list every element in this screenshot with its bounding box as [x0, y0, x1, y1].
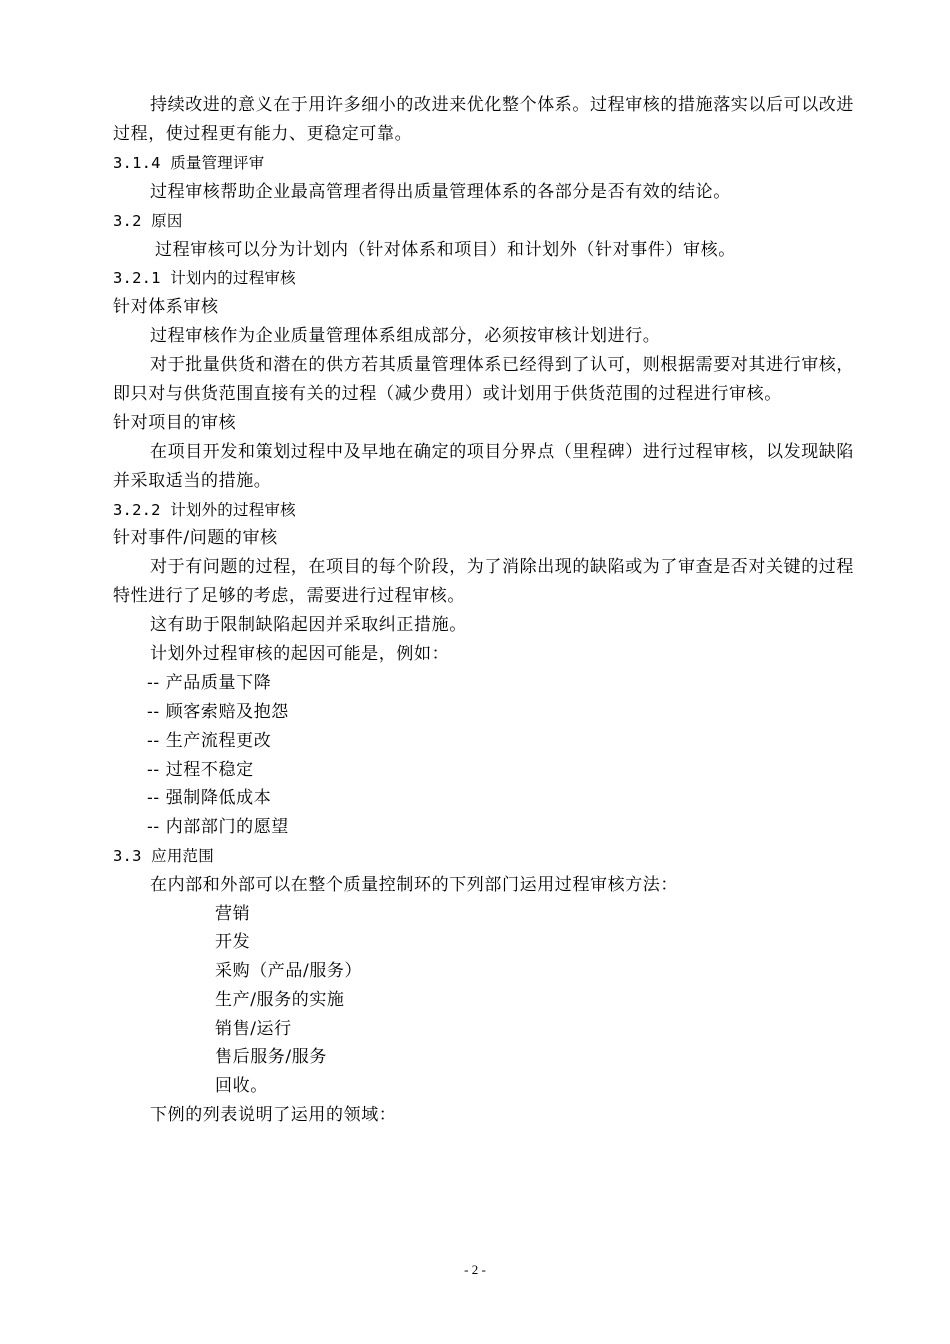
list-item-cause: -- 产品质量下降 — [147, 673, 272, 693]
paragraph-application-scope: 在内部和外部可以在整个质量控制环的下列部门运用过程审核方法： — [150, 875, 678, 895]
list-item-cause: -- 强制降低成本 — [147, 788, 272, 808]
paragraph-audit-types: 过程审核可以分为计划内（针对体系和项目）和计划外（针对事件）审核。 — [155, 240, 736, 260]
list-item-department: 售后服务/服务 — [215, 1047, 327, 1067]
paragraph-system-audit: 过程审核作为企业质量管理体系组成部分，必须按审核计划进行。 — [150, 326, 661, 346]
paragraph-unplanned-causes-intro: 计划外过程审核的起因可能是，例如： — [150, 644, 450, 664]
list-item-department: 回收。 — [215, 1076, 268, 1096]
heading-3-2-2: 3.2.2 计划外的过程审核 — [113, 501, 296, 519]
paragraph-supplier-audit-line1: 对于批量供货和潜在的供方若其质量管理体系已经得到了认可，则根据需要对其进行审核， — [150, 355, 854, 375]
page-number: - 2 - — [464, 1262, 486, 1277]
list-item-department: 开发 — [215, 932, 251, 952]
paragraph-limit-defects: 这有助于限制缺陷起因并采取纠正措施。 — [150, 615, 467, 635]
heading-3-3: 3.3 应用范围 — [113, 847, 214, 865]
heading-3-1-4: 3.1.4 质量管理评审 — [113, 154, 265, 172]
list-item-cause: -- 生产流程更改 — [147, 731, 272, 751]
paragraph-continuous-improvement-line2: 过程，使过程更有能力、更稳定可靠。 — [113, 124, 413, 144]
list-item-department: 营销 — [215, 904, 251, 924]
list-item-department: 生产/服务的实施 — [215, 990, 345, 1010]
paragraph-project-audit-line2: 并采取适当的措施。 — [113, 471, 272, 491]
paragraph-management-review: 过程审核帮助企业最高管理者得出质量管理体系的各部分是否有效的结论。 — [150, 182, 731, 202]
list-item-cause: -- 顾客索赔及抱怨 — [147, 702, 289, 722]
list-item-cause: -- 过程不稳定 — [147, 760, 254, 780]
subheading-project-audit: 针对项目的审核 — [113, 413, 237, 433]
paragraph-supplier-audit-line2: 即只对与供货范围直接有关的过程（减少费用）或计划用于供货范围的过程进行审核。 — [113, 384, 782, 404]
paragraph-event-audit-line1: 对于有问题的过程，在项目的每个阶段，为了消除出现的缺陷或为了审查是否对关键的过程 — [150, 557, 854, 577]
subheading-system-audit: 针对体系审核 — [113, 297, 219, 317]
subheading-event-audit: 针对事件/问题的审核 — [113, 528, 278, 548]
list-item-department: 采购（产品/服务） — [215, 961, 363, 981]
paragraph-event-audit-line2: 特性进行了足够的考虑，需要进行过程审核。 — [113, 586, 465, 606]
paragraph-continuous-improvement-line1: 持续改进的意义在于用许多细小的改进来优化整个体系。过程审核的措施落实以后可以改进 — [150, 95, 854, 115]
paragraph-project-audit-line1: 在项目开发和策划过程中及早地在确定的项目分界点（里程碑）进行过程审核，以发现缺陷 — [150, 442, 854, 462]
heading-3-2-1: 3.2.1 计划内的过程审核 — [113, 269, 296, 287]
paragraph-table-intro: 下例的列表说明了运用的领域： — [150, 1105, 397, 1125]
list-item-cause: -- 内部部门的愿望 — [147, 817, 289, 837]
list-item-department: 销售/运行 — [215, 1019, 292, 1039]
heading-3-2: 3.2 原因 — [113, 212, 183, 230]
